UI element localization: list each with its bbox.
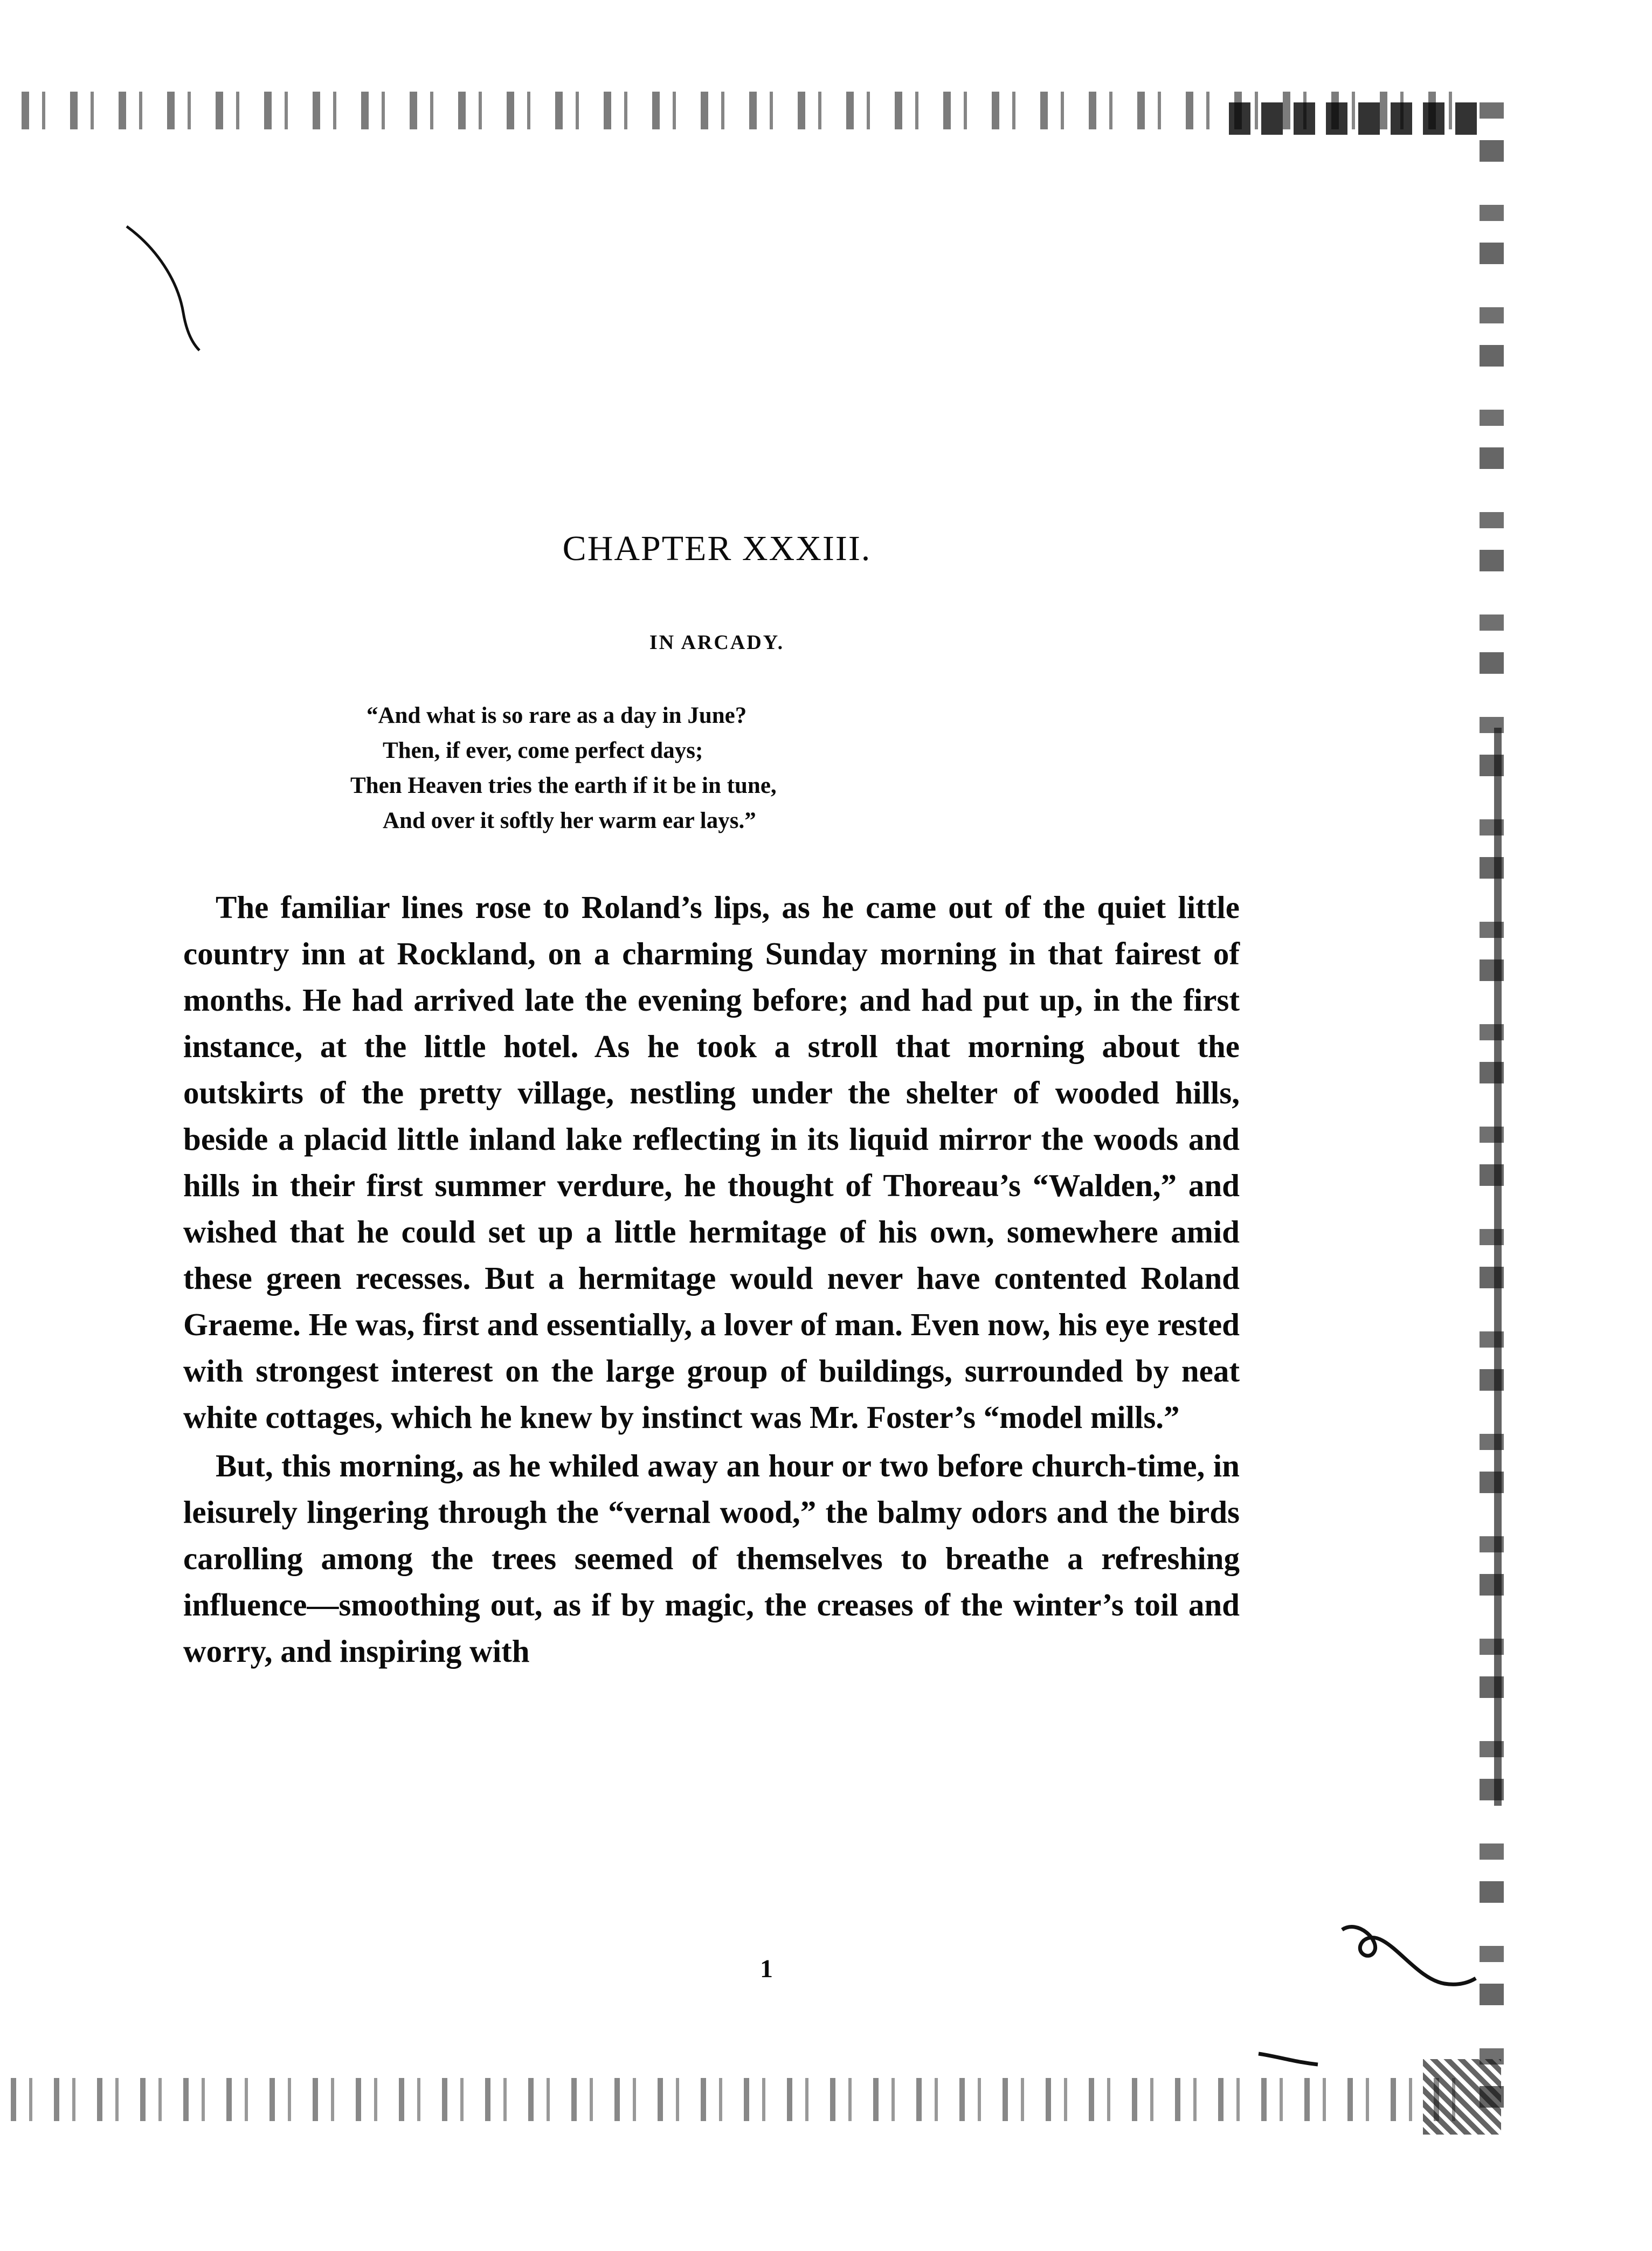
epigraph xyxy=(350,698,1105,838)
body-text xyxy=(183,884,1240,1674)
paragraph: But, this morning, as he whiled away an hour or two before church-time, in leisurely lingering through the “vernal wood,” the balmy odors and the birds carolling among the trees seemed of themselves to breathe a refreshing influence—smoothing out, as if by magic, the creases of the winter’s toil and worry, and inspiring with xyxy=(183,1448,1240,1669)
epigraph-line: Then, if ever, come perfect days; xyxy=(383,738,703,763)
pen-loop-mark xyxy=(1337,1919,1477,1994)
chapter-subtitle: IN ARCADY. xyxy=(649,631,785,654)
epigraph-line: “And what is so rare as a day in June? xyxy=(367,703,747,728)
chapter-title: CHAPTER XXXIII. xyxy=(562,529,872,568)
scan-noise-bottom xyxy=(11,2078,1477,2121)
epigraph-line: Then Heaven tries the earth if it be in tune, xyxy=(350,773,777,798)
pen-stroke-mark xyxy=(124,216,205,356)
scan-noise-bottom-corner xyxy=(1423,2059,1501,2135)
pen-dash-mark xyxy=(1256,2048,1321,2070)
epigraph-line: And over it softly her warm ear lays.” xyxy=(383,808,756,833)
scan-noise-right-binding xyxy=(1494,728,1502,1806)
paragraph: The familiar lines rose to Roland’s lips, as he came out of the quiet little country inn at Rockland, on a charming Sunday morning in that fairest of months. He had arrived late the evening before; and had put up, in the first instance, at the little hotel. As he took a stroll that morning about the outskirts of the pretty village, nestling under the shelter of wooded hills, beside a placid little inland lake reflecting in its liquid mirror the woods and hills in their first summer verdure, he thought of Thoreau’s “Walden,” and wished that he could set up a little hermitage of his own, somewhere amid these green recesses. But a hermitage would never have contented Roland Graeme. He was, first and essentially, a lover of man. Even now, his eye rested with strongest interest on the large group of buildings, surrounded by neat white cottages, which he knew by instinct was Mr. Foster’s “model mills.” xyxy=(183,889,1240,1435)
page-number: 1 xyxy=(760,1955,773,1983)
scan-noise-top-corner xyxy=(1229,102,1477,135)
